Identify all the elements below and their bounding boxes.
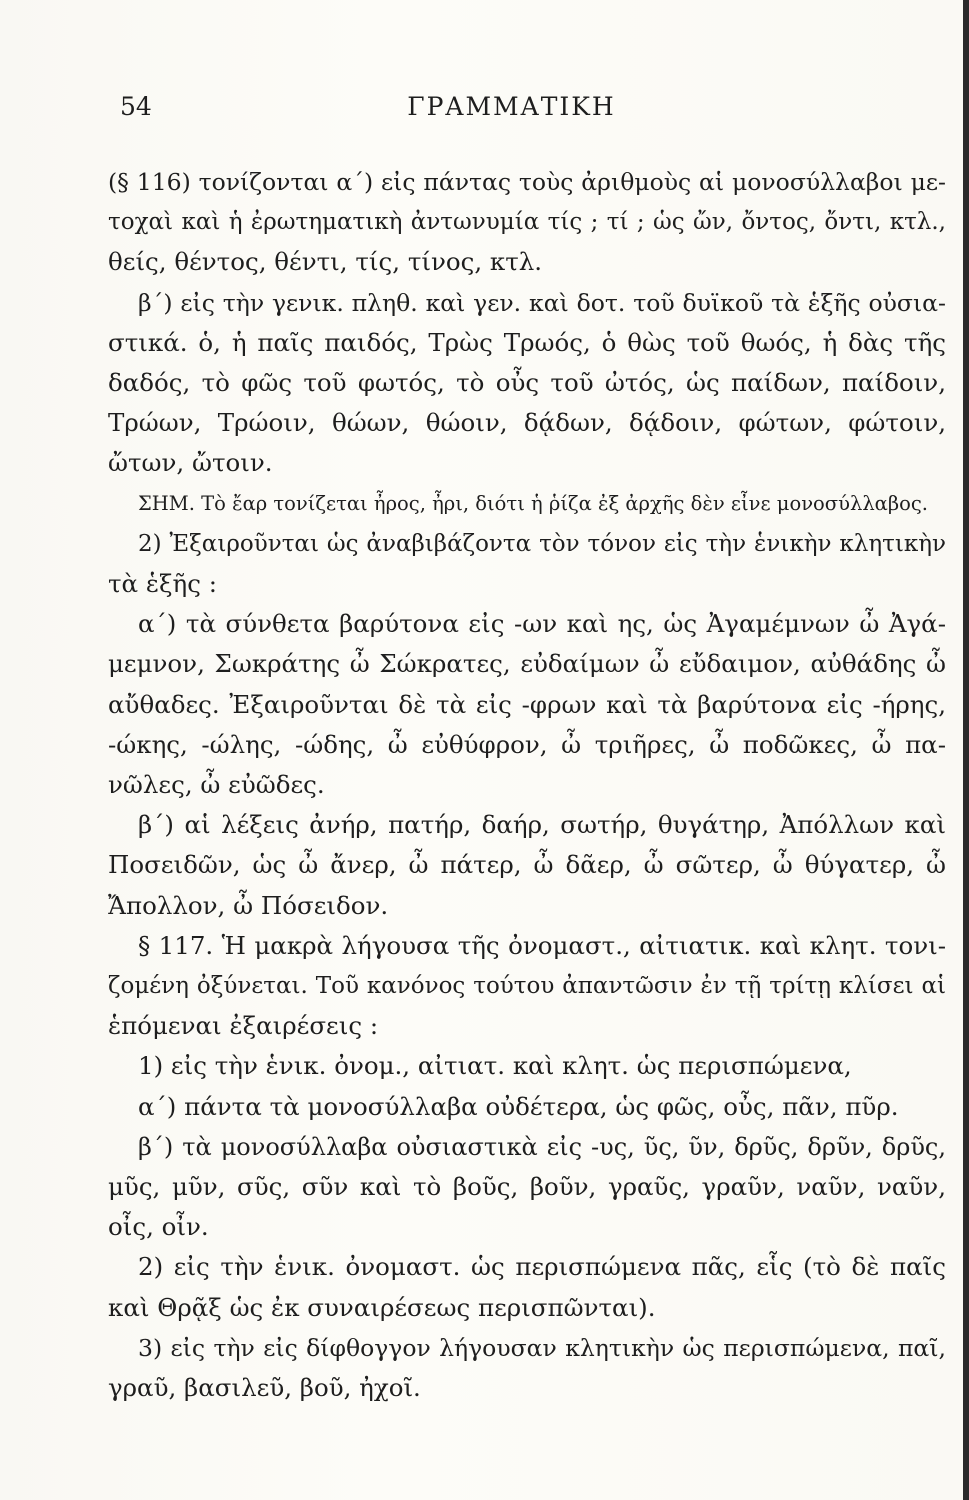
text-line: -ώκης, -ώλης, -ώδης, ὦ εὐθύφρον, ὦ τριῆρες, ὦ ποδῶκες, ὦ πα- [108,729,946,759]
text-line: Τρώων, Τρώοιν, θώων, θώοιν, δᾴδων, δᾴδοιν, φώτων, φώτοιν, [108,408,946,438]
page-number: 54 [120,92,152,121]
note-line: ΣΗΜ. Τὸ ἔαρ τονίζεται ἦρος, ἦρι, διότι ἡ ῥίζα ἐξ ἀρχῆς δὲν εἶνε μονοσύλλαβος. [138,491,928,515]
text-line: αὔθαδες. Ἐξαιροῦνται δὲ τὰ εἰς -φρων καὶ τὰ βαρύτονα εἰς -ήρης, [108,689,946,719]
text-line: β΄) αἱ λέξεις ἀνήρ, πατήρ, δαήρ, σωτήρ, θυγάτηρ, Ἀπόλλων καὶ [138,810,946,840]
text-line: γραῦ, βασιλεῦ, βοῦ, ἠχοῖ. [108,1373,421,1403]
text-line: § 117. Ἡ μακρὰ λήγουσα τῆς ὀνομαστ., αἰτιατικ. καὶ κλητ. τονι- [138,930,946,960]
text-line: α΄) τὰ σύνθετα βαρύτονα εἰς -ων καὶ ης, ὡς Ἀγαμέμνων ὦ Ἀγά- [138,609,946,639]
text-line: οἶς, οἶν. [108,1212,209,1242]
text-line: μῦς, μῦν, σῦς, σῦν καὶ τὸ βοῦς, βοῦν, γραῦς, γραῦν, ναῦν, ναῦν, [108,1172,946,1202]
text-line: δαδός, τὸ φῶς τοῦ φωτός, τὸ οὖς τοῦ ὠτός, ὡς παίδων, παίδοιν, [108,368,946,398]
text-line: 2) εἰς τὴν ἑνικ. ὀνομαστ. ὡς περισπώμενα πᾶς, εἷς (τὸ δὲ παῖς [138,1252,946,1282]
text-line: 1) εἰς τὴν ἑνικ. ὀνομ., αἰτιατ. καὶ κλητ. ὡς περισπώμενα, [138,1051,852,1081]
text-line: Ἄπολλον, ὦ Πόσειδον. [108,890,389,920]
text-line: 3) εἰς τὴν εἰς δίφθογγον λήγουσαν κλητικὴν ὡς περισπώμενα, παῖ, [138,1333,946,1362]
text-line: στικά. ὁ, ἡ παῖς παιδός, Τρὼς Τρωός, ὁ θὼς τοῦ θωός, ἡ δὰς τῆς [108,327,946,357]
body-text [108,162,946,1408]
text-line: τὰ ἑξῆς : [108,569,217,599]
text-line: α΄) πάντα τὰ μονοσύλλαβα οὐδέτερα, ὡς φῶς, οὖς, πᾶν, πῦρ. [138,1091,899,1121]
text-line: τοχαὶ καὶ ἡ ἐρωτηματικὴ ἀντωνυμία τίς ; τί ; ὡς ὤν, ὄντος, ὄντι, κτλ., [108,209,946,236]
text-line: Ποσειδῶν, ὡς ὦ ἄνερ, ὦ πάτερ, ὦ δᾶερ, ὦ σῶτερ, ὦ θύγατερ, ὦ [108,850,946,880]
page-header [0,92,963,132]
text-line: ζομένη ὀξύνεται. Τοῦ κανόνος τούτου ἀπαντῶσιν ἐν τῇ τρίτῃ κλίσει αἱ [108,973,946,1000]
text-line: (§ 116) τονίζονται α΄) εἰς πάντας τοὺς ἀριθμοὺς αἱ μονοσύλλαβοι με- [108,168,946,196]
text-line: β΄) τὰ μονοσύλλαβα οὐσιαστικὰ εἰς -υς, ῦς, ῦν, δρῦς, δρῦν, δρῦς, [138,1132,946,1161]
text-line: β΄) εἰς τὴν γενικ. πληθ. καὶ γεν. καὶ δοτ. τοῦ δυϊκοῦ τὰ ἑξῆς οὐσια- [138,288,946,317]
text-line: θείς, θέντος, θέντι, τίς, τίνος, κτλ. [108,247,543,277]
text-line: ἑπόμεναι ἐξαιρέσεις : [108,1011,379,1041]
running-title: ΓΡΑΜΜΑΤΙΚΗ [407,92,616,121]
text-line: καὶ Θρᾷξ ὡς ἐκ συναιρέσεως περισπῶνται). [108,1292,656,1322]
text-line: 2) Ἐξαιροῦνται ὡς ἀναβιβάζοντα τὸν τόνον εἰς τὴν ἑνικὴν κλητικὴν [138,530,946,557]
text-line: ὤτων, ὤτοιν. [108,448,273,478]
text-line: μεμνον, Σωκράτης ὦ Σώκρατες, εὐδαίμων ὦ εὔδαιμον, αὐθάδης ὦ [108,649,946,679]
text-line: νῶλες, ὦ εὐῶδες. [108,770,325,800]
